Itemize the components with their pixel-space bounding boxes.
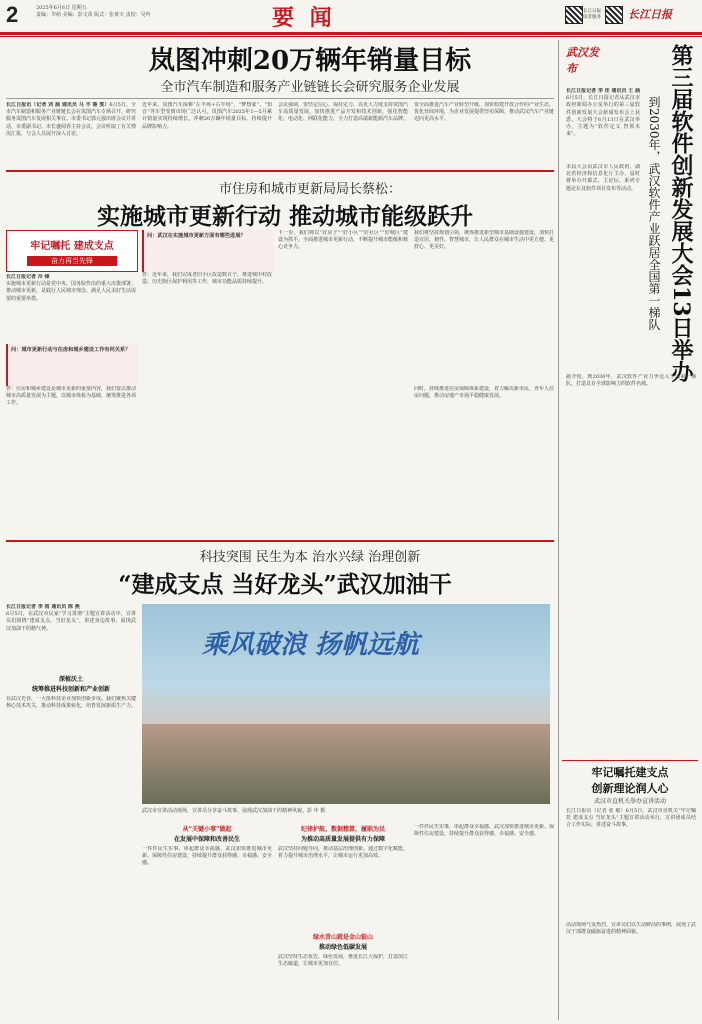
sidebar-subtitle: 到2030年，武汉软件产业跃居全国第一梯队 (647, 96, 661, 331)
section-title: 要 闻 (272, 5, 336, 31)
wuhan-release-logo-text: 武汉发布 (566, 46, 599, 75)
article2-a1: 答：住房和城乡建设是城市更新的重要内容，我们要以推动城市高质量发展为主题，以城市体检为基础，统筹推进各项工作。 (6, 386, 136, 407)
article2-col4: 我们将坚持规划引领，统筹推进新型城市基础设施建设，加快打造宜居、韧性、智慧城市，让人民群众在城市生活中更方便、更舒心、更美好。 (414, 230, 554, 251)
article1-subtitle: 全市汽车制造和服务产业链链长会研究服务企业发展 (160, 80, 460, 95)
campaign-logo (6, 230, 138, 272)
article2-q2: 问：武汉在实施城市更新方面有哪些进展？ (142, 230, 274, 272)
sidebar-box-title: 牢记嘱托建支点 (591, 766, 669, 779)
article3-title: “建成支点 当好龙头”武汉加油干 (118, 571, 452, 598)
section-divider (6, 170, 554, 172)
article2-body: 实施城市更新行动是党中央、国务院作出的重大决策部署。推动城市更新，是践行人民城市理念、满足人民美好生活需要的重要举措。 (6, 281, 136, 302)
campaign-logo-title: 牢记嘱托 建成支点 (30, 241, 114, 252)
article1-col4: 要全面推进汽车产业转型升级，加快构建开放合作的产业生态，优化营商环境，为企业发展提供坚实保障，推动武汉汽车产业链迈向更高水平。 (414, 102, 554, 123)
article3-kicker: 科技突围 民生为本 治水兴绿 治理创新 (199, 550, 421, 565)
header-divider (0, 32, 702, 35)
article3-sub4: 绿水青山就是金山银山 (312, 934, 373, 941)
sidebar-body2: 本届大会由武汉市人民政府、湖北省经济和信息化厅主办，届时将举办开幕式、主论坛、系列专题论坛及软件项目发布等活动。 (566, 164, 640, 192)
article1-byline: 长江日报讯（记者 刘 涵 通讯员 马 丰 鲁 雯） (6, 102, 110, 108)
article3-sub3b: 为推动高质量发展提供有力保障 (300, 836, 385, 843)
sidebar-byline-body (566, 88, 640, 160)
sidebar-body1: 6月5日，长江日报记者从武汉市政府新闻办公室举行的第三届软件创新发展大会新闻发布会上获悉，大会将于6月13日在武汉举办，主题为“软件定义 智领未来”。 (566, 95, 640, 138)
sidebar-divider (562, 760, 698, 761)
sidebar-box-sub: 创新理论润人心 (591, 782, 669, 795)
header-divider-thin (0, 36, 702, 37)
article3-col4: 武汉坚持生态优先、绿色发展，推进长江大保护，打造滨江生态廊道，让城市更加宜居。 (278, 954, 408, 968)
divider (6, 98, 554, 99)
article3-sub2b: 在发展中保障和改善民生 (173, 836, 240, 843)
qr-code-icon[interactable] (605, 6, 623, 24)
article2-title: 实施城市更新行动 推动城市能级跃升 (96, 203, 473, 230)
article3-col2: 一件件民生实事，串起群众幸福感。武汉加快推进城市更新、保障性住房建设，持续提升群众获得感、幸福感、安全感。 (142, 846, 272, 867)
article1-col2: 近年来，岚图汽车深耕“左半场+右半场”，“梦想家”、“知音”等车型受到市场广泛认可。岚图汽车2025年1—5月累计销量实现持续增长，冲刺20万辆年销量目标，持续提升品牌影响力。 (142, 102, 272, 130)
page-number: 2 (6, 2, 19, 27)
article3-col5: 一件件民生实事，串起群众幸福感。武汉加快推进城市更新、保障性住房建设，持续提升群众获得感、幸福感、安全感。 (414, 824, 554, 838)
article3-byline: 长江日报记者 李 雨 通讯员 陈 燕 (6, 604, 80, 610)
article3-col1 (6, 604, 136, 668)
brand-logo: 长江日报 (628, 8, 672, 21)
photo-caption: 武汉市宣讲活动现场，宣讲员分享奋斗故事，展现武汉加油干的精神风貌。彭 年 摄 (142, 808, 326, 814)
header-meta (36, 5, 151, 19)
article1-title: 岚图冲刺20万辆年销量目标 (148, 46, 472, 76)
article1-body: 6月5日，全市汽车制造和服务产业链链长会在岚图汽车专场召开，研究服务岚图汽车发展相关事宜。市委书记郭元强出席会议并讲话，市委副书记、市长盛阅春主持会议。会议听取了有关情况汇报，与会人员展开深入讨论。 (6, 102, 136, 137)
sidebar-title: 第三届软件创新发展大会13日举办 (668, 44, 694, 383)
article2-col1 (6, 274, 136, 340)
event-photo (142, 604, 550, 804)
article2-byline: 长江日报记者 冷 锋 (6, 274, 50, 280)
article3-sub2: 从“关键小事”做起 (182, 826, 232, 833)
section-divider (6, 540, 554, 542)
sidebar-body3: 据介绍，到2030年，武汉软件产业力争迈入全国第一梯队，打造具有全球影响力的软件名城。 (566, 374, 696, 388)
article3-sub3: 纪律护航、数据精算，履职为民 (300, 826, 385, 833)
article1-col1 (6, 102, 136, 166)
article3-col1b: 在武汉光谷，一大批科技企业加快创新步伐。我们聚焦关键核心技术攻关，推动科技成果转化，培育发展新质生产力。 (6, 696, 136, 710)
article3-sub1: 深植沃土 (58, 676, 83, 683)
sidebar-body4: 长江日报讯（记者 张 敏）6月5日，武汉市直机关“牢记嘱托 建成支点 当好龙头”主题宣讲活动举行，宣讲团成员结合工作实际，讲述奋斗故事。 (566, 808, 696, 829)
article2-q1: 问：城市更新行动与住房和城乡建设工作有何关系？ (6, 344, 138, 386)
article3-col3: 武汉坚持问题导向，推动基层治理创新。通过数字化赋能，着力提升城市治理水平，让城市运行更加高效。 (278, 846, 408, 860)
article3-sub1b: 统筹推进科技创新和产业创新 (31, 686, 110, 693)
article2-kicker: 市住房和城市更新局局长蔡松： (218, 182, 401, 197)
sidebar-byline: 长江日报记者 李 佳 通讯员 王 涵 (566, 88, 640, 94)
sidebar-body5: 活动现场气氛热烈，宣讲员们以生动鲜活的事例，展现了武汉干部群众砥砺奋进的精神面貌。 (566, 922, 696, 936)
article2-col3: 下一步，我们将以“好房子”“好小区”“好社区”“好城区”建设为抓手，全面推进城市更新行动，不断提升城市能级和核心竞争力。 (278, 230, 408, 251)
article3-body: 6月5日，在武汉市民家“学习贯彻”主题宣讲活动中，宣讲员们围绕“建成支点、当好龙头”，讲述身边故事，展现武汉加油干的精气神。 (6, 611, 136, 632)
qr-label: 长江日报读者服务 (583, 9, 601, 20)
article2-a2: 答：近年来，我们完成老旧小区改造数百个，推进城中村改造、历史街区保护利用等工作，城市功能品质持续提升。 (142, 272, 272, 286)
photo-crowd (142, 724, 550, 804)
header-editors: 责编：李萌 美编：彭文苗 版式：张黄天 责校：吴吟 (36, 12, 151, 18)
campaign-logo-sub: 奋力再当先锋 (27, 256, 117, 266)
article3-sub4b: 推动绿色低碳发展 (318, 944, 367, 951)
header-date: 2025年6月6日 星期五 (36, 5, 87, 11)
article1-col3: 会议强调，要坚定信心、保持定力，以更大力度支持岚图汽车高质量发展，加快推进产品开发和技术创新，强化智能化、电动化、网联化能力，全力打造高端新能源汽车品牌。 (278, 102, 408, 123)
sidebar-box-byline: 武汉市直机关举办宣讲活动 (593, 798, 666, 805)
article2-col5: 同时，持续推进住房保障体系建设，着力解决新市民、青年人住房问题，推动房地产市场平稳健康发展。 (414, 386, 554, 400)
photo-banner-text: 乘风破浪 扬帆远航 (202, 630, 420, 660)
wuhan-release-logo (566, 44, 606, 84)
column-divider (558, 40, 559, 1020)
qr-code-icon[interactable] (565, 6, 583, 24)
